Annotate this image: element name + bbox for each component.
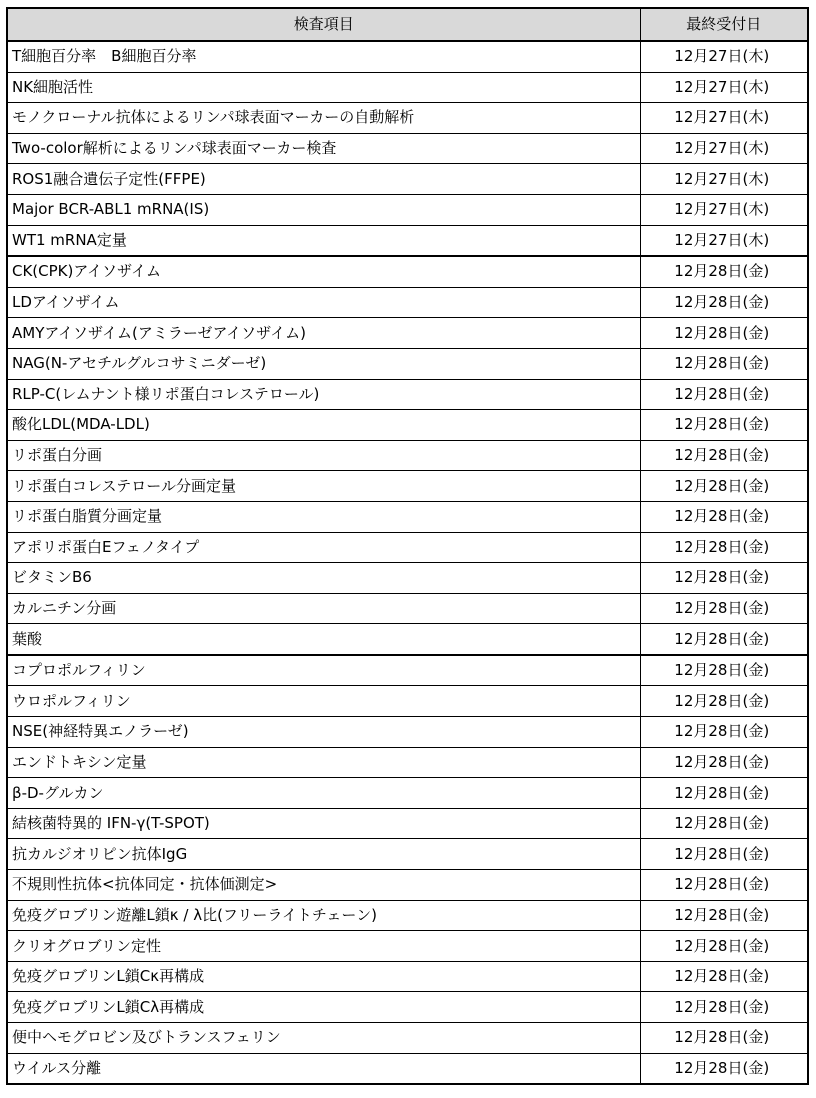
date-cell: 12月27日(木) xyxy=(640,103,808,134)
date-cell: 12月28日(金) xyxy=(640,1053,808,1084)
table-row xyxy=(7,747,808,778)
date-cell: 12月28日(金) xyxy=(640,686,808,717)
test-item-cell: 抗カルジオリピン抗体IgG xyxy=(7,839,640,870)
table-row xyxy=(7,256,808,287)
date-cell: 12月28日(金) xyxy=(640,440,808,471)
test-item-cell: AMYアイソザイム(アミラーゼアイソザイム) xyxy=(7,318,640,349)
date-cell: 12月28日(金) xyxy=(640,593,808,624)
date-cell: 12月28日(金) xyxy=(640,256,808,287)
test-item-cell: リポ蛋白コレステロール分画定量 xyxy=(7,471,640,502)
table-row xyxy=(7,41,808,72)
table-row xyxy=(7,870,808,901)
test-item-cell: 結核菌特異的 IFN-γ(T-SPOT) xyxy=(7,808,640,839)
header-test-item: 検査項目 xyxy=(7,8,640,41)
date-cell: 12月28日(金) xyxy=(640,624,808,655)
table-row xyxy=(7,410,808,441)
test-item-deadline-table xyxy=(6,7,809,1085)
table-row xyxy=(7,471,808,502)
table-row xyxy=(7,287,808,318)
date-cell: 12月28日(金) xyxy=(640,287,808,318)
test-item-cell: 免疫グロブリンL鎖Cκ再構成 xyxy=(7,961,640,992)
date-cell: 12月28日(金) xyxy=(640,747,808,778)
date-cell: 12月28日(金) xyxy=(640,348,808,379)
date-cell: 12月28日(金) xyxy=(640,900,808,931)
table-row xyxy=(7,440,808,471)
test-item-cell: カルニチン分画 xyxy=(7,593,640,624)
table-row xyxy=(7,1023,808,1054)
test-item-cell: 不規則性抗体<抗体同定・抗体価測定> xyxy=(7,870,640,901)
table-row xyxy=(7,348,808,379)
table-row xyxy=(7,501,808,532)
date-cell: 12月28日(金) xyxy=(640,839,808,870)
test-item-cell: ウロポルフィリン xyxy=(7,686,640,717)
table-row xyxy=(7,931,808,962)
test-item-cell: 便中ヘモグロビン及びトランスフェリン xyxy=(7,1023,640,1054)
test-item-cell: WT1 mRNA定量 xyxy=(7,225,640,256)
table-row xyxy=(7,992,808,1023)
table-row xyxy=(7,1053,808,1084)
date-cell: 12月28日(金) xyxy=(640,961,808,992)
test-item-cell: 酸化LDL(MDA-LDL) xyxy=(7,410,640,441)
table-row xyxy=(7,900,808,931)
test-item-cell: アポリポ蛋白Eフェノタイプ xyxy=(7,532,640,563)
header-final-acceptance-date: 最終受付日 xyxy=(640,8,808,41)
date-cell: 12月28日(金) xyxy=(640,778,808,809)
date-cell: 12月27日(木) xyxy=(640,41,808,72)
table-row xyxy=(7,655,808,686)
date-cell: 12月28日(金) xyxy=(640,808,808,839)
table-row xyxy=(7,194,808,225)
test-item-cell: 免疫グロブリンL鎖Cλ再構成 xyxy=(7,992,640,1023)
date-cell: 12月28日(金) xyxy=(640,318,808,349)
date-cell: 12月28日(金) xyxy=(640,563,808,594)
date-cell: 12月28日(金) xyxy=(640,532,808,563)
test-item-cell: NSE(神経特異エノラーゼ) xyxy=(7,717,640,748)
test-item-cell: CK(CPK)アイソザイム xyxy=(7,256,640,287)
table-row xyxy=(7,164,808,195)
date-cell: 12月28日(金) xyxy=(640,379,808,410)
date-cell: 12月28日(金) xyxy=(640,931,808,962)
test-item-cell: Two-color解析によるリンパ球表面マーカー検査 xyxy=(7,133,640,164)
table-row xyxy=(7,778,808,809)
test-item-cell: Major BCR-ABL1 mRNA(IS) xyxy=(7,194,640,225)
date-cell: 12月27日(木) xyxy=(640,164,808,195)
test-item-cell: RLP-C(レムナント様リポ蛋白コレステロール) xyxy=(7,379,640,410)
header-row xyxy=(7,8,808,41)
table-row xyxy=(7,379,808,410)
date-cell: 12月28日(金) xyxy=(640,992,808,1023)
table-row xyxy=(7,624,808,655)
test-item-cell: リポ蛋白脂質分画定量 xyxy=(7,501,640,532)
table-row xyxy=(7,318,808,349)
date-cell: 12月27日(木) xyxy=(640,225,808,256)
date-cell: 12月28日(金) xyxy=(640,1023,808,1054)
table-row xyxy=(7,532,808,563)
table-row xyxy=(7,225,808,256)
test-item-cell: リポ蛋白分画 xyxy=(7,440,640,471)
test-item-cell: モノクローナル抗体によるリンパ球表面マーカーの自動解析 xyxy=(7,103,640,134)
table-row xyxy=(7,133,808,164)
table-row xyxy=(7,808,808,839)
table-row xyxy=(7,961,808,992)
test-item-cell: ウイルス分離 xyxy=(7,1053,640,1084)
table-row xyxy=(7,686,808,717)
table-row xyxy=(7,563,808,594)
date-cell: 12月27日(木) xyxy=(640,72,808,103)
table-row xyxy=(7,103,808,134)
test-item-cell: T細胞百分率 B細胞百分率 xyxy=(7,41,640,72)
date-cell: 12月27日(木) xyxy=(640,194,808,225)
test-item-cell: LDアイソザイム xyxy=(7,287,640,318)
test-item-cell: ROS1融合遺伝子定性(FFPE) xyxy=(7,164,640,195)
table-row xyxy=(7,593,808,624)
table-row xyxy=(7,72,808,103)
test-item-cell: 葉酸 xyxy=(7,624,640,655)
date-cell: 12月27日(木) xyxy=(640,133,808,164)
date-cell: 12月28日(金) xyxy=(640,717,808,748)
date-cell: 12月28日(金) xyxy=(640,655,808,686)
test-item-cell: ビタミンB6 xyxy=(7,563,640,594)
date-cell: 12月28日(金) xyxy=(640,410,808,441)
test-item-cell: NK細胞活性 xyxy=(7,72,640,103)
date-cell: 12月28日(金) xyxy=(640,471,808,502)
test-item-cell: NAG(N-アセチルグルコサミニダーゼ) xyxy=(7,348,640,379)
table-row xyxy=(7,717,808,748)
test-item-cell: β-D-グルカン xyxy=(7,778,640,809)
table-row xyxy=(7,839,808,870)
test-item-cell: エンドトキシン定量 xyxy=(7,747,640,778)
test-item-cell: コプロポルフィリン xyxy=(7,655,640,686)
date-cell: 12月28日(金) xyxy=(640,501,808,532)
date-cell: 12月28日(金) xyxy=(640,870,808,901)
test-item-cell: 免疫グロブリン遊離L鎖κ / λ比(フリーライトチェーン) xyxy=(7,900,640,931)
test-item-cell: クリオグロブリン定性 xyxy=(7,931,640,962)
